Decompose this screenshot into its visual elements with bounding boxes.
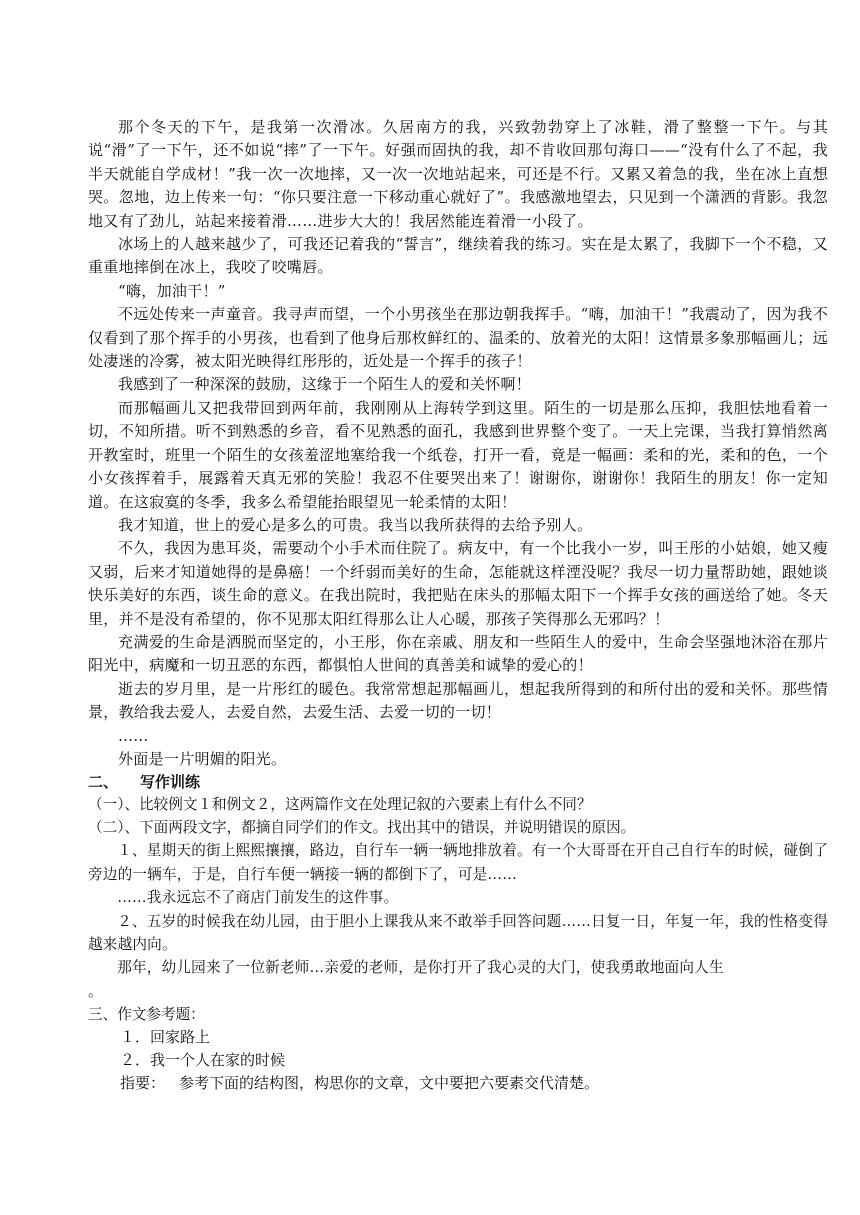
question-1: （一）、比较例文１和例文２，这两篇作文在处理记叙的六要素上有什么不同？	[88, 796, 592, 814]
essay-paragraph: 逝去的岁月里，是一片彤红的暖色。我常常想起那幅画儿，想起我所得到的和所付出的爱和关怀。那些情景，教给我去爱人，去爱自然，去爱生活、去爱一切的一切！	[88, 679, 828, 722]
topic-item: １．回家路上	[120, 1028, 211, 1047]
essay-ellipsis: ……	[118, 726, 149, 745]
example-2-continued: 那年，幼儿园来了一位新老师…亲爱的老师，是你打开了我心灵的大门，使我勇敢地面向人生	[117, 959, 724, 977]
example-2: ２、五岁的时候我在幼儿园，由于胆小上课我从来不敢举手回答问题……日复一日，年复一年，我的性格变得越来越内向。	[88, 912, 828, 953]
essay-paragraph: 而那幅画儿又把我带回到两年前，我刚刚从上海转学到这里。陌生的一切是那么压抑，我胆怯地看着一切，不知所措。听不到熟悉的乡音，看不见熟悉的面孔，我感到世界整个变了。一天上完课，当我打算悄然离开教室时，班里一个陌生的女孩羞涩地塞给我一个纸卷，打开一看，竟是一幅画：柔和的光，柔和的色，一个小女孩挥着手，展露着天真无邪的笑脸！我忍不住要哭出来了！谢谢你，谢谢你！我陌生的朋友！你一定知道。在这寂寞的冬季，我多么希望能抬眼望见一轮柔情的太阳！	[88, 398, 828, 511]
essay-paragraph: 充满爱的生命是洒脱而坚定的，小王彤，你在亲戚、朋友和一些陌生人的爱中，生命会坚强地沐浴在那片阳光中，病魔和一切丑恶的东西，都惧怕人世间的真善美和诚挚的爱心的！	[88, 632, 828, 675]
section-title: 写作训练	[140, 773, 201, 792]
section-number: 二、	[88, 773, 119, 792]
essay-paragraph: 冰场上的人越来越少了，可我还记着我的“誓言”，继续着我的练习。实在是太累了，我脚下一个不稳，又重重地摔倒在冰上，我咬了咬嘴唇。	[88, 235, 828, 277]
section-heading-reference-topics: 三、作文参考题：	[88, 1006, 205, 1024]
hint-text: 参考下面的结构图，构思你的文章，文中要把六要素交代清楚。	[179, 1074, 600, 1093]
writing-hint	[88, 1072, 828, 1095]
essay-paragraph: 那个冬天的下午，是我第一次滑冰。久居南方的我，兴致勃勃穿上了冰鞋，滑了整整一下午。与其说“滑”了一下午，还不如说“摔”了一下午。好强而固执的我，却不肯收回那句海口——“没有什么了不起，我半天就能自学成材！”我一次一次地摔，又一次一次地站起来，可还是不行。又累又着急的我，坐在冰上直想哭。忽地，边上传来一句：“你只要注意一下移动重心就好了”。我感激地望去，只见到一个潇洒的背影。我忽地又有了劲儿，站起来接着滑……进步大大的！我居然能连着滑一小段了。	[88, 118, 828, 230]
essay-paragraph: 不远处传来一声童音。我寻声而望，一个小男孩坐在那边朝我挥手。“嗨，加油干！”我震动了，因为我不仅看到了那个挥手的小男孩，也看到了他身后那枚鲜红的、温柔的、放着光的太阳！这情景多象那幅画儿；远处凄迷的冷雾，被太阳光映得红彤彤的，近处是一个挥手的孩子！	[88, 305, 828, 371]
essay-paragraph: 我感到了一种深深的鼓励，这缘于一个陌生人的爱和关怀啊！	[118, 375, 532, 394]
essay-closing-line: 外面是一片明媚的阳光。	[118, 749, 287, 768]
example-2-period: 。	[88, 982, 103, 1000]
example-1-end: ……我永远忘不了商店门前发生的这件事。	[117, 889, 399, 907]
question-2: （二）、下面两段文字，都摘自同学们的作文。找出其中的错误，并说明错误的原因。	[88, 819, 636, 837]
example-1: １、星期天的街上熙熙攘攘，路边，自行车一辆一辆地排放着。有一个大哥哥在开自己自行车的时候，碰倒了旁边的一辆车，于是，自行车便一辆接一辆的都倒下了，可是……	[88, 842, 828, 883]
hint-label: 指要：	[120, 1074, 166, 1093]
essay-paragraph: 不久，我因为患耳炎，需要动个小手术而住院了。病友中，有一个比我小一岁，叫王彤的小姑娘，她又瘦又弱，后来才知道她得的是鼻癌！一个纤弱而美好的生命，怎能就这样湮没呢？我尽一切力量帮助她，跟她谈快乐美好的东西，谈生命的意义。在我出院时，我把贴在床头的那幅太阳下一个挥手女孩的画送给了她。冬天里，并不是没有希望的，你不见那太阳红得那么让人心暖，那孩子笑得那么无邪吗？！	[88, 539, 828, 628]
essay-paragraph: “嗨，加油干！”	[118, 281, 226, 300]
topic-item: ２．我一个人在家的时候	[120, 1051, 286, 1070]
document-page	[88, 116, 828, 1095]
section-heading-writing-practice	[88, 771, 828, 793]
essay-paragraph: 我才知道，世上的爱心是多么的可贵。我当以我所获得的去给予别人。	[118, 515, 593, 534]
